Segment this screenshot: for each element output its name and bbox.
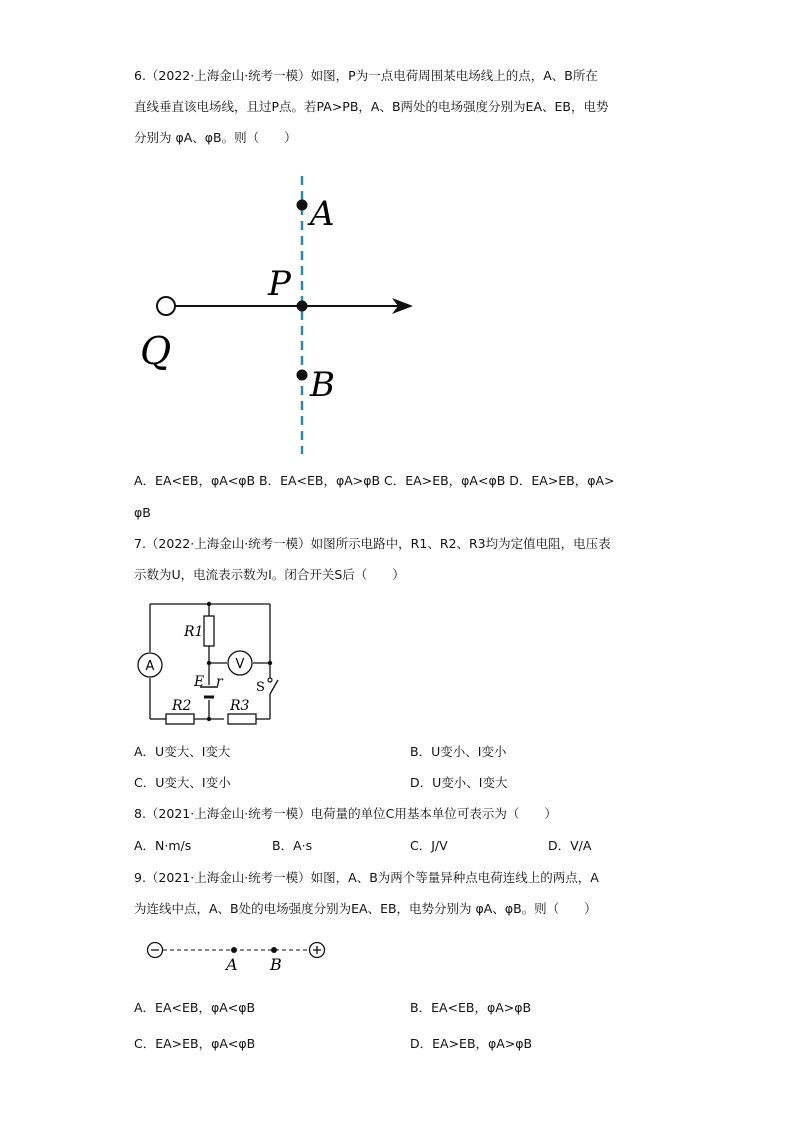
q7-switch-contact	[268, 678, 272, 682]
q7-option-a: A．U变大、I变大	[134, 744, 231, 759]
q9-option-b: B．EA<EB，φA>φB	[410, 1000, 532, 1015]
q9-point-a	[231, 947, 237, 953]
q6-label-q: Q	[140, 329, 172, 373]
q7-label-r2: R2	[172, 698, 192, 714]
q7-resistor-r1	[204, 616, 214, 646]
q7-label-r1: R1	[184, 624, 204, 640]
q6-options-line-2: φB	[134, 505, 151, 520]
q8-option-d: D．V/A	[548, 838, 592, 853]
q7-stem-line-1: 7.（2022·上海金山·统考一模）如图所示电路中，R1、R2、R3均为定值电阻，电压表	[134, 536, 611, 551]
q7-node-middle	[207, 661, 211, 665]
q9-stem-line-2: 为连线中点，A、B处的电场强度分别为EA、EB，电势分别为 φA、φB。则（ ）	[134, 901, 597, 916]
q9-label-b: B	[270, 955, 282, 974]
q7-circuit-figure	[132, 598, 287, 726]
q7-label-r3: R3	[230, 698, 250, 714]
q8-option-b: B．A·s	[272, 838, 313, 853]
q6-field-line-figure	[130, 170, 430, 460]
q7-label-r: r	[216, 674, 223, 690]
q7-label-e: E	[194, 674, 205, 690]
q6-charge-q	[157, 297, 175, 315]
q7-node-top	[207, 602, 211, 606]
q7-resistor-r3	[228, 714, 256, 724]
q8-option-a: A．N·m/s	[134, 838, 192, 853]
q6-point-a	[297, 200, 308, 211]
q7-resistor-r2	[166, 714, 194, 724]
q6-stem-line-2: 直线垂直该电场线，且过P点。若PA>PB，A、B两处的电场强度分别为EA、EB，电势	[134, 99, 609, 114]
q8-option-c: C．J/V	[410, 838, 448, 853]
q9-label-a: A	[226, 955, 238, 974]
q6-point-p	[297, 301, 308, 312]
q6-stem-line-1: 6.（2022·上海金山·统考一模）如图，P为一点电荷周围某电场线上的点，A、B所在	[134, 68, 598, 83]
q6-label-b: B	[310, 365, 335, 405]
q6-options-line-1: A．EA<EB，φA<φB B．EA<EB，φA>φB C．EA>EB，φA<φB D．EA>EB，φA>	[134, 473, 615, 488]
q6-stem-line-3: 分别为 φA、φB。则（ ）	[134, 130, 297, 145]
q6-label-p: P	[268, 264, 291, 304]
q7-label-voltmeter: V	[235, 657, 245, 672]
q8-stem: 8.（2021·上海金山·统考一模）电荷量的单位C用基本单位可表示为（ ）	[134, 806, 557, 821]
q6-point-b	[297, 370, 308, 381]
q9-option-c: C．EA>EB，φA<φB	[134, 1036, 256, 1051]
q9-option-d: D．EA>EB，φA>φB	[410, 1036, 533, 1051]
q7-node-right	[268, 661, 272, 665]
q6-label-a: A	[310, 194, 335, 234]
q9-point-b	[271, 947, 277, 953]
q7-label-s: S	[256, 680, 265, 695]
q9-charges-figure	[144, 938, 334, 974]
q7-node-bottom	[207, 717, 211, 721]
q7-option-d: D．U变小、I变大	[410, 775, 508, 790]
q9-option-a: A．EA<EB，φA<φB	[134, 1000, 256, 1015]
q7-stem-line-2: 示数为U，电流表示数为I。闭合开关S后（ ）	[134, 567, 405, 582]
q9-stem-line-1: 9.（2021·上海金山·统考一模）如图，A、B为两个等量异种点电荷连线上的两点，A	[134, 870, 599, 885]
q7-option-c: C．U变大、I变小	[134, 775, 231, 790]
q7-option-b: B．U变小、I变小	[410, 744, 507, 759]
q7-label-ammeter: A	[145, 659, 155, 674]
